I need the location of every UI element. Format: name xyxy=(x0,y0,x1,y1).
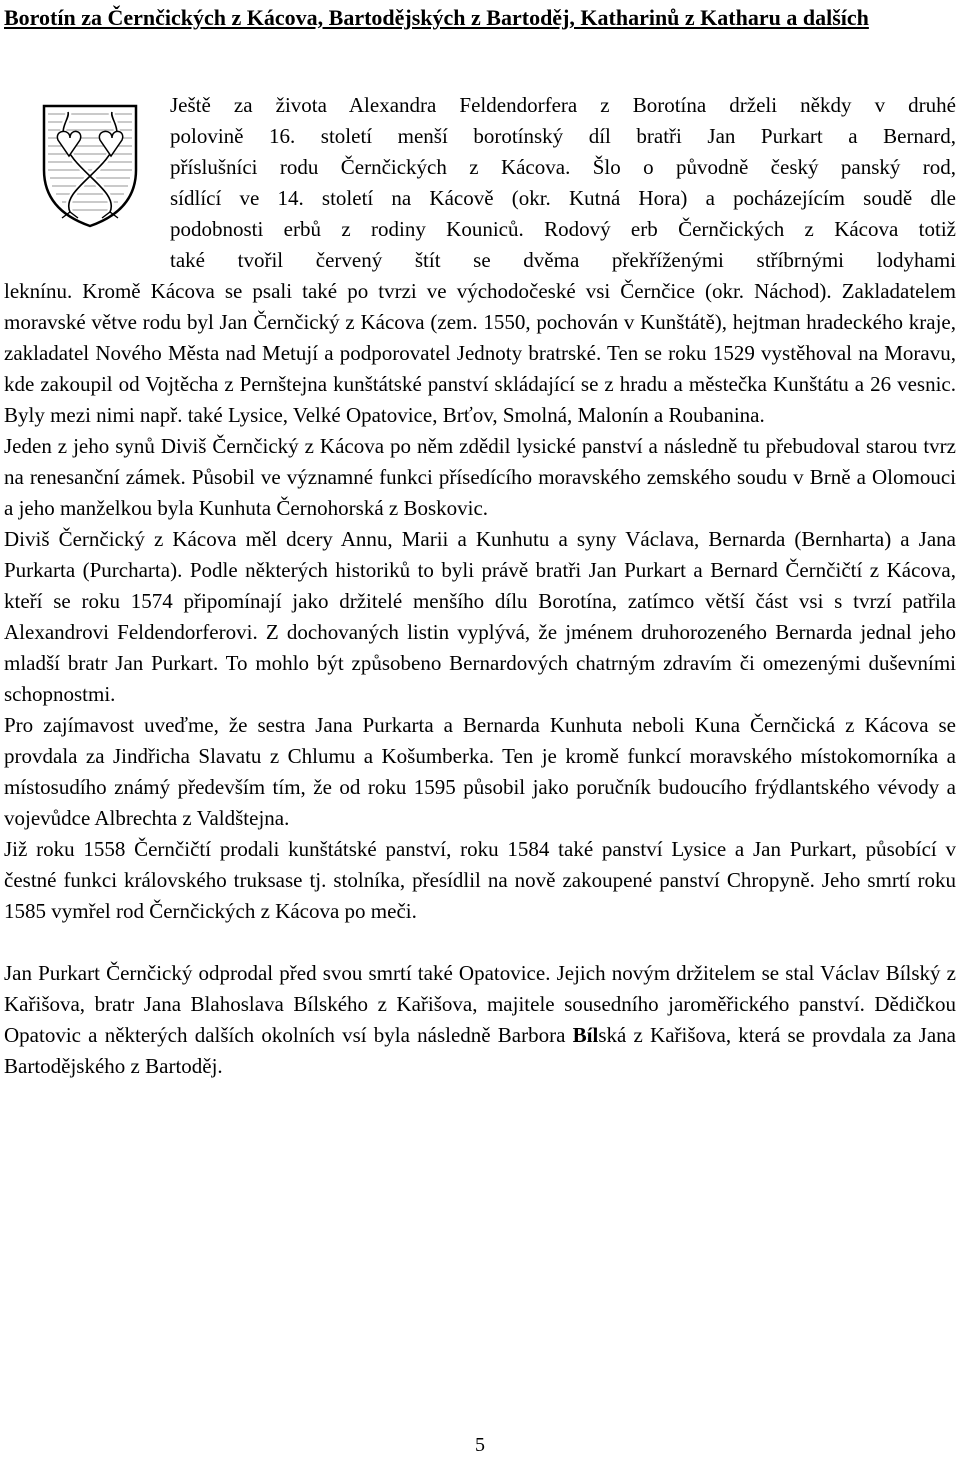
paragraph-text: ská z Kařišova, která se provdala za Jana Bartodějského z Bartoděj. xyxy=(4,1023,956,1078)
intro-line: podobnosti erbů z rodiny Kouniců. Rodový erb Černčických z Kácova totiž xyxy=(170,217,956,241)
intro-line: polovině 16. století menší borotínský díl bratři Jan Purkart a Bernard, xyxy=(170,124,956,148)
paragraph: Již roku 1558 Černčičtí prodali kunštátské panství, roku 1584 také panství Lysice a Jan Purkart, působící v čestné funkci královského truksase tj. stolníka, přesídlil na nově zakoupené panství Chropyně. Jeho smrtí roku 1585 vymřel rod Černčických z Kácova po meči. xyxy=(4,837,956,923)
bold-fragment: Bíl xyxy=(572,1023,599,1047)
page-number: 5 xyxy=(475,1434,485,1456)
paragraph-last xyxy=(4,958,956,1082)
paragraph: Jeden z jeho synů Diviš Černčický z Kácova po něm zdědil lysické panství a následně tu přebudoval starou tvrz na renesanční zámek. Působil ve významné funkci přísedícího moravského zemského soudu v Brně a Olomouci a jeho manželkou byla Kunhuta Černohorská z Boskovic. xyxy=(4,434,956,520)
paragraph: leknínu. Kromě Kácova se psali také po tvrzi ve východočeské vsi Černčice (okr. Náchod). Zakladatelem moravské větve rodu byl Jan Černčický z Kácova (zem. 1550, pochován v Kunštátě), hejtman hradeckého kraje, zakladatel Nového Města nad Metují a podporovatel Jednoty bratrské. Ten se roku 1529 vystěhoval na Moravu, kde zakoupil od Vojtěcha z Pernštejna kunštátské panství skládající se z hradu a městečka Kunštátu a 26 vesnic. Byly mezi nimi např. také Lysice, Velké Opatovice, Brťov, Smolná, Malonín a Roubanina. xyxy=(4,279,956,427)
coat-of-arms-image xyxy=(40,100,140,230)
intro-paragraph xyxy=(170,90,956,276)
page-title: Borotín za Černčických z Kácova, Bartodějských z Bartoděj, Katharinů z Katharu a dalších xyxy=(4,5,869,30)
paragraph: Diviš Černčický z Kácova měl dcery Annu, Marii a Kunhutu a syny Václava, Bernarda (Bernharta) a Jana Purkarta (Purcharta). Podle některých historiků to byli právě bratři Jan Purkart a Bernard Černčičtí z Kácova, kteří se roku 1574 připomínají jako držitelé menšího dílu Borotína, zatímco větší část vsi s tvrzí patřila Alexandrovi Feldendorferovi. Z dochovaných listin vyplývá, že jménem druhorozeného Bernarda jednal jeho mladší bratr Jan Purkart. To mohlo být způsobeno Bernardových chatrným zdravím či omezenými duševními schopnostmi. xyxy=(4,527,956,706)
intro-line: Ještě za života Alexandra Feldendorfera z Borotína drželi někdy v druhé xyxy=(170,93,956,117)
body-text xyxy=(4,276,956,1082)
paragraph: Pro zajímavost uveďme, že sestra Jana Purkarta a Bernarda Kunhuta neboli Kuna Černčická z Kácova se provdala za Jindřicha Slavatu z Chlumu a Košumberka. Ten je kromě funkcí moravského místokomorníka a místosudího známý především tím, že od roku 1595 působil jako poručník budoucího frýdlantského vévody a vojevůdce Albrechta z Valdštejna. xyxy=(4,713,956,830)
intro-line: sídlící ve 14. století na Kácově (okr. Kutná Hora) a pocházejícím soudě dle xyxy=(170,186,956,210)
paragraph-text: Jan Purkart Černčický odprodal před svou smrtí také Opatovice. Jejich novým držitelem se stal Václav Bílský z Kařišova, bratr Jana Blahoslava Bílského z Kařišova, majitele sousedního jaroměřického panství. Dědičkou Opatovic a některých dalších okolních vsí byla následně Barbora xyxy=(4,961,956,1047)
intro-line: příslušníci rodu Černčických z Kácova. Šlo o původně český panský rod, xyxy=(170,155,956,179)
intro-line: také tvořil červený štít se dvěma překříženými stříbrnými lodyhami xyxy=(170,248,956,272)
